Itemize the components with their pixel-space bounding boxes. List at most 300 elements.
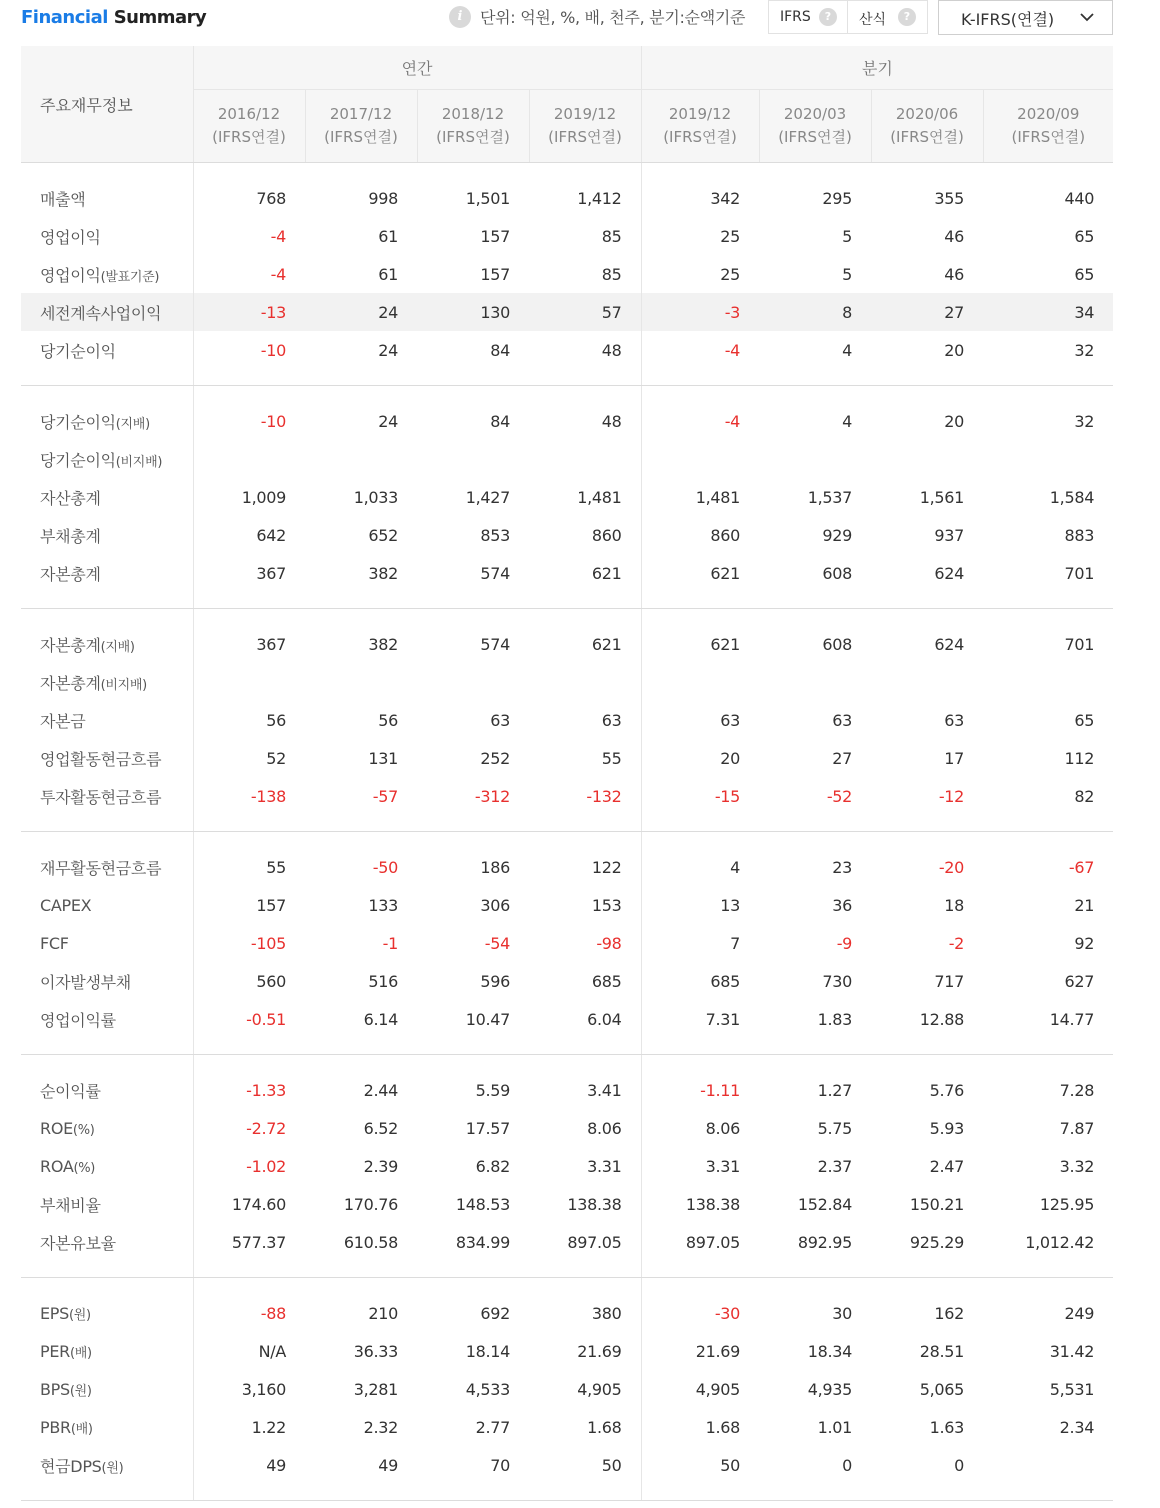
spacer-cell: [759, 1055, 871, 1072]
value-cell: 55: [193, 848, 305, 886]
row-label-text: 이자발생부채: [40, 972, 131, 992]
value-cell: N/A: [193, 1332, 305, 1370]
value-cell: 621: [641, 625, 759, 663]
value-cell: 65: [1074, 264, 1095, 284]
spacer-cell: [759, 1278, 871, 1295]
row-label-unit: (원): [101, 1460, 124, 1476]
spacer-cell: [871, 386, 983, 403]
value-cell: 249: [1064, 1303, 1095, 1323]
value-cell: 608: [822, 634, 853, 654]
value-cell: -54: [484, 933, 510, 953]
table-row: [21, 663, 1113, 701]
table-row: [21, 924, 1113, 962]
value-cell: -98: [596, 933, 622, 953]
spacer-cell: [21, 163, 193, 180]
row-label-unit: (%): [73, 1160, 96, 1176]
period-basis: (IFRS연결): [436, 128, 510, 146]
spacer-row: [21, 369, 1113, 386]
value-cell: [871, 440, 983, 478]
value-cell: [641, 440, 759, 478]
value-cell: 85: [601, 226, 622, 246]
spacer-row: [21, 815, 1113, 832]
value-cell: 2.47: [929, 1156, 965, 1176]
spacer-cell: [759, 815, 871, 832]
value-cell: 25: [641, 255, 759, 293]
spacer-cell: [759, 1484, 871, 1501]
quarter-group-header: 분기: [641, 46, 1113, 90]
value-cell: 174.60: [193, 1185, 305, 1223]
row-label: [21, 1370, 193, 1408]
spacer-cell: [21, 815, 193, 832]
spacer-cell: [759, 592, 871, 609]
value-cell: 853: [480, 525, 510, 545]
value-cell: 61: [378, 226, 398, 246]
spacer-cell: [193, 369, 305, 386]
spacer-cell: [21, 1261, 193, 1278]
value-cell: [529, 440, 641, 478]
value-cell: 2.37: [817, 1156, 853, 1176]
value-cell: 84: [490, 340, 510, 360]
value-cell: -312: [474, 786, 510, 806]
spacer-cell: [871, 1278, 983, 1295]
table-row: [21, 739, 1113, 777]
row-label: [21, 293, 193, 331]
row-label-text: PER: [40, 1341, 70, 1361]
value-cell: 730: [822, 971, 853, 991]
value-cell: 133: [368, 895, 398, 915]
value-cell: -10: [193, 331, 305, 369]
spacer-cell: [871, 609, 983, 626]
value-cell: 574: [480, 563, 510, 583]
table-row: [21, 440, 1113, 478]
value-cell: 1,481: [641, 478, 759, 516]
value-cell: -9: [836, 933, 853, 953]
spacer-cell: [983, 386, 1113, 403]
period-date: 2020/06: [895, 105, 959, 123]
value-cell: 252: [480, 748, 510, 768]
spacer-cell: [983, 1261, 1113, 1278]
spacer-cell: [871, 369, 983, 386]
spacer-cell: [759, 832, 871, 849]
row-label-text: 부채총계: [40, 526, 101, 546]
table-row: [21, 255, 1113, 293]
value-cell: [759, 440, 871, 478]
value-cell: 1,009: [193, 478, 305, 516]
row-label-text: 자본총계: [40, 635, 101, 655]
table-row: [21, 331, 1113, 369]
value-cell: 560: [193, 962, 305, 1000]
value-cell: 56: [378, 710, 398, 730]
spacer-cell: [417, 369, 529, 386]
value-cell: 70: [490, 1455, 510, 1475]
table-row: [21, 1109, 1113, 1147]
value-cell: [871, 663, 983, 701]
row-label-text: ROE: [40, 1118, 73, 1138]
period-date: 2020/03: [783, 105, 847, 123]
value-cell: 295: [822, 188, 853, 208]
row-label-text: 부채비율: [40, 1195, 101, 1215]
value-cell: -50: [372, 857, 398, 877]
spacer-cell: [641, 609, 759, 626]
spacer-cell: [871, 832, 983, 849]
spacer-cell: [193, 1261, 305, 1278]
value-cell: 6.04: [587, 1009, 622, 1029]
period-header: [193, 90, 305, 163]
spacer-row: [21, 1278, 1113, 1295]
value-cell: 65: [1074, 710, 1095, 730]
value-cell: 23: [832, 857, 853, 877]
value-cell: 897.05: [641, 1223, 759, 1261]
spacer-cell: [193, 832, 305, 849]
value-cell: 150.21: [909, 1194, 965, 1214]
row-label: [21, 848, 193, 886]
value-cell: -67: [1068, 857, 1095, 877]
value-cell: 13: [641, 886, 759, 924]
value-cell: 929: [822, 525, 853, 545]
spacer-cell: [21, 369, 193, 386]
row-label-unit: (발표기준): [100, 269, 160, 285]
value-cell: 20: [944, 411, 965, 431]
value-cell: 0: [842, 1455, 853, 1475]
row-label-unit: (%): [72, 1122, 95, 1138]
row-label-unit: (비지배): [100, 677, 147, 693]
period-basis: (IFRS연결): [212, 128, 286, 146]
value-cell: 1.63: [929, 1417, 965, 1437]
value-cell: -30: [641, 1294, 759, 1332]
value-cell: 4: [641, 848, 759, 886]
value-cell: [983, 440, 1113, 478]
table-row: [21, 402, 1113, 440]
value-cell: 1,412: [577, 188, 622, 208]
spacer-cell: [529, 832, 641, 849]
spacer-row: [21, 592, 1113, 609]
value-cell: 3.31: [587, 1156, 622, 1176]
table-row: [21, 848, 1113, 886]
row-label-text: 영업이익률: [40, 1010, 116, 1030]
value-cell: 998: [368, 188, 398, 208]
row-label: [21, 402, 193, 440]
value-cell: 610.58: [343, 1232, 398, 1252]
row-label-text: 매출액: [40, 189, 86, 209]
spacer-cell: [417, 163, 529, 180]
spacer-cell: [529, 1278, 641, 1295]
spacer-cell: [417, 592, 529, 609]
spacer-cell: [529, 815, 641, 832]
value-cell: -1.02: [193, 1147, 305, 1185]
row-label: [21, 255, 193, 293]
value-cell: 1.68: [641, 1408, 759, 1446]
spacer-cell: [21, 1278, 193, 1295]
spacer-row: [21, 609, 1113, 626]
summary-toolbar: [0, 0, 1160, 40]
value-cell: 1,501: [465, 188, 510, 208]
table-row: [21, 217, 1113, 255]
value-cell: [305, 663, 417, 701]
value-cell: -1: [382, 933, 398, 953]
help-icon: ?: [898, 8, 916, 26]
spacer-cell: [193, 163, 305, 180]
value-cell: 20: [944, 340, 965, 360]
value-cell: 860: [641, 516, 759, 554]
value-cell: 624: [934, 634, 965, 654]
value-cell: 5: [842, 226, 853, 246]
row-label: [21, 1332, 193, 1370]
ifrs-help-button[interactable]: [768, 0, 848, 34]
value-cell: 1,033: [353, 487, 398, 507]
row-label-text: 영업이익: [40, 265, 101, 285]
value-cell: 63: [601, 710, 622, 730]
value-cell: 892.95: [797, 1232, 853, 1252]
table-row: [21, 516, 1113, 554]
row-label: [21, 1223, 193, 1261]
value-cell: 4,935: [807, 1379, 853, 1399]
value-cell: [983, 663, 1113, 701]
value-cell: 6.52: [363, 1118, 398, 1138]
value-cell: 18.34: [807, 1341, 853, 1361]
row-label-text: ROA: [40, 1156, 74, 1176]
spacer-cell: [305, 1484, 417, 1501]
value-cell: 3,281: [353, 1379, 398, 1399]
spacer-cell: [641, 1484, 759, 1501]
spacer-cell: [641, 1038, 759, 1055]
spacer-cell: [305, 1278, 417, 1295]
value-cell: 170.76: [343, 1194, 398, 1214]
value-cell: 652: [368, 525, 398, 545]
spacer-cell: [641, 592, 759, 609]
value-cell: 2.34: [1059, 1417, 1095, 1437]
row-label-text: 당기순이익: [40, 412, 116, 432]
table-row: [21, 1294, 1113, 1332]
spacer-cell: [871, 815, 983, 832]
financial-summary-table: [21, 46, 1113, 1501]
table-row: [21, 1071, 1113, 1109]
spacer-cell: [417, 1038, 529, 1055]
row-label: [21, 701, 193, 739]
value-cell: -12: [938, 786, 965, 806]
value-cell: 5.93: [929, 1118, 965, 1138]
spacer-cell: [529, 1484, 641, 1501]
value-cell: -57: [372, 786, 398, 806]
value-cell: 14.77: [1049, 1009, 1095, 1029]
row-label: [21, 1446, 193, 1484]
value-cell: 27: [832, 748, 853, 768]
spacer-cell: [641, 386, 759, 403]
spacer-cell: [759, 1038, 871, 1055]
value-cell: 56: [193, 701, 305, 739]
value-cell: 138.38: [567, 1194, 622, 1214]
spacer-cell: [529, 1038, 641, 1055]
value-cell: 46: [944, 264, 965, 284]
value-cell: -52: [826, 786, 853, 806]
value-cell: -0.51: [193, 1000, 305, 1038]
spacer-cell: [305, 1055, 417, 1072]
value-cell: 4,905: [577, 1379, 622, 1399]
value-cell: 382: [368, 634, 398, 654]
table-row: [21, 293, 1113, 331]
spacer-row: [21, 163, 1113, 180]
spacer-cell: [529, 386, 641, 403]
value-cell: 24: [305, 293, 417, 331]
value-cell: 1,537: [807, 487, 853, 507]
spacer-row: [21, 1261, 1113, 1278]
period-date: 2019/12: [668, 105, 732, 123]
spacer-cell: [983, 1278, 1113, 1295]
value-cell: 380: [591, 1303, 622, 1323]
value-cell: 125.95: [1039, 1194, 1095, 1214]
value-cell: 34: [983, 293, 1113, 331]
value-cell: 162: [934, 1303, 965, 1323]
value-cell: 621: [641, 554, 759, 592]
period-date: 2019/12: [553, 105, 617, 123]
table-row: [21, 1446, 1113, 1484]
row-label: [21, 1000, 193, 1038]
value-cell: 186: [480, 857, 510, 877]
value-cell: 1.01: [817, 1417, 853, 1437]
row-label-text: 순이익률: [40, 1081, 101, 1101]
value-cell: 36: [832, 895, 853, 915]
value-cell: 627: [1064, 971, 1095, 991]
spacer-cell: [417, 386, 529, 403]
value-cell: 7.87: [1059, 1118, 1095, 1138]
value-cell: -20: [938, 857, 965, 877]
value-cell: 1,561: [919, 487, 965, 507]
spacer-cell: [193, 1055, 305, 1072]
value-cell: 20: [641, 739, 759, 777]
row-label: [21, 663, 193, 701]
table-row: [21, 1223, 1113, 1261]
value-cell: 4: [842, 340, 853, 360]
period-date: 2018/12: [441, 105, 505, 123]
value-cell: -138: [193, 777, 305, 815]
value-cell: 50: [601, 1455, 622, 1475]
spacer-row: [21, 1055, 1113, 1072]
spacer-cell: [305, 163, 417, 180]
value-cell: 0: [954, 1455, 965, 1475]
spacer-cell: [305, 832, 417, 849]
value-cell: 516: [368, 971, 398, 991]
table-row: [21, 554, 1113, 592]
value-cell: 685: [591, 971, 622, 991]
row-label-text: 당기순이익: [40, 450, 116, 470]
row-label: [21, 739, 193, 777]
value-cell: 130: [417, 293, 529, 331]
spacer-cell: [641, 369, 759, 386]
value-cell: 596: [480, 971, 510, 991]
period-basis: (IFRS연결): [548, 128, 622, 146]
value-cell: 1.27: [817, 1080, 853, 1100]
value-cell: 153: [591, 895, 622, 915]
formula-help-button[interactable]: [847, 0, 928, 34]
spacer-cell: [193, 386, 305, 403]
value-cell: [417, 663, 529, 701]
value-cell: 1,481: [577, 487, 622, 507]
period-date: 2020/09: [1017, 105, 1080, 123]
value-cell: 138.38: [641, 1185, 759, 1223]
row-label: [21, 777, 193, 815]
value-cell: 3.31: [641, 1147, 759, 1185]
row-label-text: 영업이익: [40, 227, 101, 247]
value-cell: 7: [641, 924, 759, 962]
ifrs-label: IFRS: [780, 9, 811, 25]
accounting-basis-select[interactable]: [938, 0, 1113, 35]
value-cell: 210: [368, 1303, 398, 1323]
info-icon[interactable]: i: [449, 6, 471, 28]
spacer-cell: [759, 609, 871, 626]
value-cell: 834.99: [455, 1232, 510, 1252]
row-label: [21, 440, 193, 478]
value-cell: 63: [490, 710, 510, 730]
value-cell: 6.14: [363, 1009, 398, 1029]
row-label-unit: (원): [69, 1383, 92, 1399]
value-cell: 5,065: [919, 1379, 965, 1399]
value-cell: [193, 440, 305, 478]
value-cell: 624: [934, 563, 965, 583]
spacer-row: [21, 386, 1113, 403]
value-cell: 18.14: [465, 1341, 510, 1361]
row-label-text: 자본유보율: [40, 1233, 116, 1253]
row-label: [21, 924, 193, 962]
table-row: [21, 1000, 1113, 1038]
value-cell: 717: [934, 971, 965, 991]
value-cell: -13: [193, 293, 305, 331]
spacer-cell: [983, 369, 1113, 386]
value-cell: 30: [832, 1303, 853, 1323]
row-label-unit: (지배): [115, 416, 150, 432]
spacer-cell: [983, 592, 1113, 609]
value-cell: -10: [193, 402, 305, 440]
spacer-cell: [983, 1055, 1113, 1072]
row-label: [21, 1109, 193, 1147]
value-cell: 1.83: [817, 1009, 853, 1029]
spacer-cell: [641, 1261, 759, 1278]
spacer-cell: [21, 1038, 193, 1055]
row-label-text: BPS: [40, 1379, 70, 1399]
value-cell: 701: [1064, 563, 1095, 583]
value-cell: 925.29: [909, 1232, 965, 1252]
chevron-down-icon: [1078, 8, 1096, 26]
value-cell: -105: [193, 924, 305, 962]
value-cell: [305, 440, 417, 478]
spacer-cell: [21, 1055, 193, 1072]
spacer-cell: [759, 369, 871, 386]
table-row: [21, 1332, 1113, 1370]
value-cell: -3: [641, 293, 759, 331]
spacer-cell: [305, 369, 417, 386]
value-cell: 5.75: [817, 1118, 853, 1138]
row-label-unit: (원): [69, 1307, 91, 1323]
row-label-unit: (배): [70, 1421, 93, 1437]
value-cell: 84: [490, 411, 510, 431]
row-label-unit: (지배): [100, 639, 135, 655]
value-cell: 157: [193, 886, 305, 924]
spacer-cell: [21, 592, 193, 609]
value-cell: 36.33: [353, 1341, 398, 1361]
value-cell: 4,905: [641, 1370, 759, 1408]
value-cell: 5: [842, 264, 853, 284]
value-cell: 642: [193, 516, 305, 554]
value-cell: 355: [934, 188, 965, 208]
value-cell: [983, 1446, 1113, 1484]
spacer-row: [21, 832, 1113, 849]
spacer-cell: [983, 815, 1113, 832]
value-cell: 24: [378, 340, 398, 360]
row-label: [21, 516, 193, 554]
value-cell: 608: [822, 563, 853, 583]
spacer-cell: [759, 386, 871, 403]
value-cell: 768: [193, 179, 305, 217]
value-cell: 21: [1074, 895, 1095, 915]
value-cell: 367: [193, 625, 305, 663]
